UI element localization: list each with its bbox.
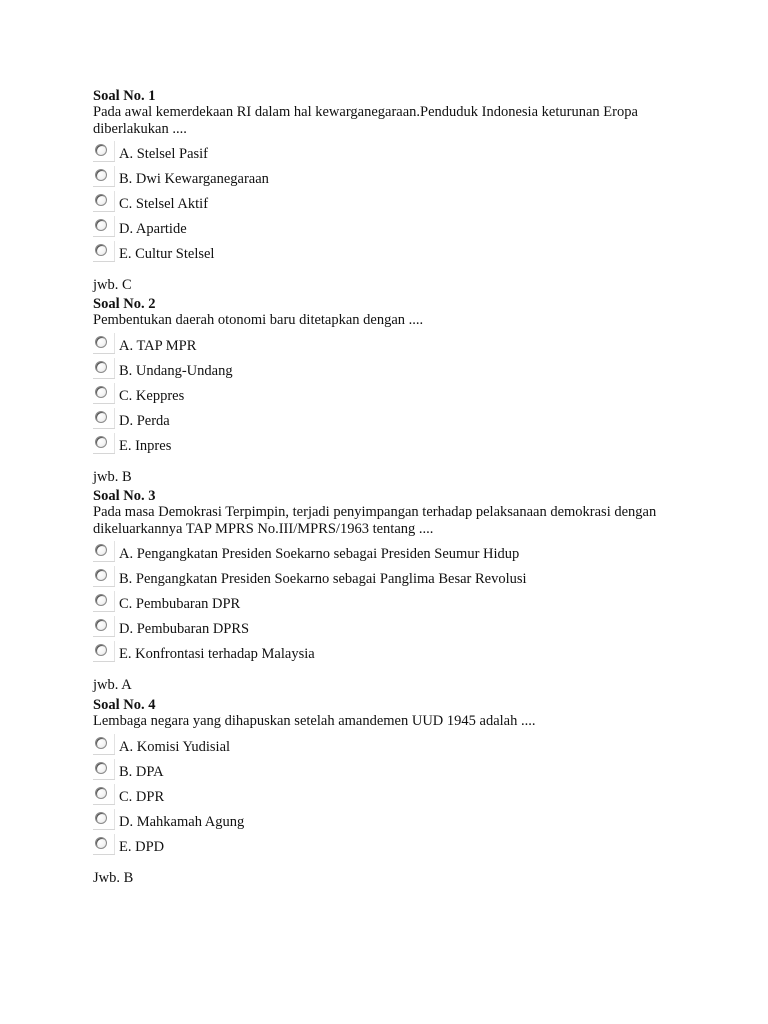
radio-circle-icon — [95, 544, 107, 556]
option-label: B. DPA — [119, 763, 164, 780]
radio-circle-icon — [95, 436, 107, 448]
radio-button[interactable] — [93, 591, 115, 613]
question-text: Pada awal kemerdekaan RI dalam hal kewarganegaraan.Penduduk Indonesia keturunan Eropa diberlakukan .... — [93, 104, 638, 137]
radio-circle-icon — [95, 812, 107, 824]
option-label: B. Dwi Kewarganegaraan — [119, 171, 269, 187]
radio-button[interactable] — [93, 241, 115, 263]
option-a[interactable] — [93, 141, 693, 166]
option-e[interactable] — [93, 433, 693, 458]
question-title: Soal No. 4 — [93, 697, 156, 713]
option-label: A. Komisi Yudisial — [119, 738, 231, 755]
question-title: Soal No. 1 — [93, 88, 156, 104]
radio-circle-icon — [95, 361, 107, 373]
option-label: E. Cultur Stelsel — [119, 246, 215, 262]
question-text: Pada masa Demokrasi Terpimpin, terjadi penyimpangan terhadap pelaksanaan demokrasi dengan dikeluarkannya TAP MPRS No.III/MPRS/1963 tentang .... — [93, 504, 657, 537]
radio-button[interactable] — [93, 333, 115, 355]
radio-circle-icon — [95, 194, 107, 206]
radio-button[interactable] — [93, 566, 115, 588]
question-2 — [93, 296, 693, 485]
option-label: B. Undang-Undang — [119, 362, 233, 379]
radio-circle-icon — [95, 737, 107, 749]
option-label: E. Inpres — [119, 437, 172, 454]
question-4 — [93, 697, 693, 886]
question-title: Soal No. 2 — [93, 296, 156, 312]
radio-button[interactable] — [93, 383, 115, 405]
options-list — [93, 541, 693, 666]
answer-text: jwb. C — [93, 277, 132, 293]
radio-circle-icon — [95, 837, 107, 849]
radio-circle-icon — [95, 569, 107, 581]
option-label: D. Pembubaran DPRS — [119, 621, 250, 637]
question-3 — [93, 488, 693, 693]
option-b[interactable] — [93, 358, 693, 383]
answer-text: Jwb. B — [93, 869, 134, 886]
radio-button[interactable] — [93, 433, 115, 455]
option-a[interactable] — [93, 541, 693, 566]
option-d[interactable] — [93, 216, 693, 241]
option-c[interactable] — [93, 383, 693, 408]
option-label: C. Keppres — [119, 387, 185, 404]
radio-button[interactable] — [93, 191, 115, 213]
radio-button[interactable] — [93, 541, 115, 563]
options-list — [93, 141, 693, 266]
radio-circle-icon — [95, 619, 107, 631]
option-label: C. Pembubaran DPR — [119, 596, 241, 612]
option-a[interactable] — [93, 734, 693, 759]
option-label: B. Pengangkatan Presiden Soekarno sebagai Panglima Besar Revolusi — [119, 571, 527, 587]
option-label: C. DPR — [119, 788, 165, 805]
radio-button[interactable] — [93, 408, 115, 430]
radio-circle-icon — [95, 644, 107, 656]
radio-button[interactable] — [93, 734, 115, 756]
option-label: D. Perda — [119, 412, 170, 429]
question-1 — [93, 88, 693, 293]
radio-circle-icon — [95, 336, 107, 348]
option-label: D. Apartide — [119, 221, 187, 237]
option-label: A. Stelsel Pasif — [119, 146, 209, 162]
radio-circle-icon — [95, 386, 107, 398]
radio-circle-icon — [95, 411, 107, 423]
question-text: Lembaga negara yang dihapuskan setelah amandemen UUD 1945 adalah .... — [93, 713, 536, 729]
answer-text: jwb. A — [93, 677, 132, 693]
option-e[interactable] — [93, 241, 693, 266]
radio-button[interactable] — [93, 641, 115, 663]
option-a[interactable] — [93, 333, 693, 358]
radio-button[interactable] — [93, 141, 115, 163]
radio-button[interactable] — [93, 166, 115, 188]
option-label: D. Mahkamah Agung — [119, 813, 245, 830]
radio-button[interactable] — [93, 834, 115, 856]
option-label: E. DPD — [119, 838, 165, 855]
radio-button[interactable] — [93, 784, 115, 806]
option-b[interactable] — [93, 759, 693, 784]
options-list — [93, 333, 693, 458]
option-label: C. Stelsel Aktif — [119, 196, 209, 212]
radio-button[interactable] — [93, 358, 115, 380]
radio-button[interactable] — [93, 216, 115, 238]
radio-button[interactable] — [93, 616, 115, 638]
option-label: A. TAP MPR — [119, 337, 197, 354]
radio-circle-icon — [95, 787, 107, 799]
radio-circle-icon — [95, 219, 107, 231]
option-d[interactable] — [93, 809, 693, 834]
option-d[interactable] — [93, 616, 693, 641]
radio-circle-icon — [95, 144, 107, 156]
question-text: Pembentukan daerah otonomi baru ditetapkan dengan .... — [93, 312, 424, 328]
option-label: E. Konfrontasi terhadap Malaysia — [119, 646, 315, 662]
radio-button[interactable] — [93, 809, 115, 831]
radio-button[interactable] — [93, 759, 115, 781]
option-e[interactable] — [93, 834, 693, 859]
option-c[interactable] — [93, 191, 693, 216]
option-d[interactable] — [93, 408, 693, 433]
radio-circle-icon — [95, 762, 107, 774]
option-c[interactable] — [93, 591, 693, 616]
radio-circle-icon — [95, 594, 107, 606]
radio-circle-icon — [95, 244, 107, 256]
option-b[interactable] — [93, 566, 693, 591]
option-b[interactable] — [93, 166, 693, 191]
question-title: Soal No. 3 — [93, 488, 156, 504]
option-e[interactable] — [93, 641, 693, 666]
radio-circle-icon — [95, 169, 107, 181]
option-c[interactable] — [93, 784, 693, 809]
options-list — [93, 734, 693, 859]
option-label: A. Pengangkatan Presiden Soekarno sebagai Presiden Seumur Hidup — [119, 546, 520, 562]
answer-text: jwb. B — [93, 468, 132, 485]
